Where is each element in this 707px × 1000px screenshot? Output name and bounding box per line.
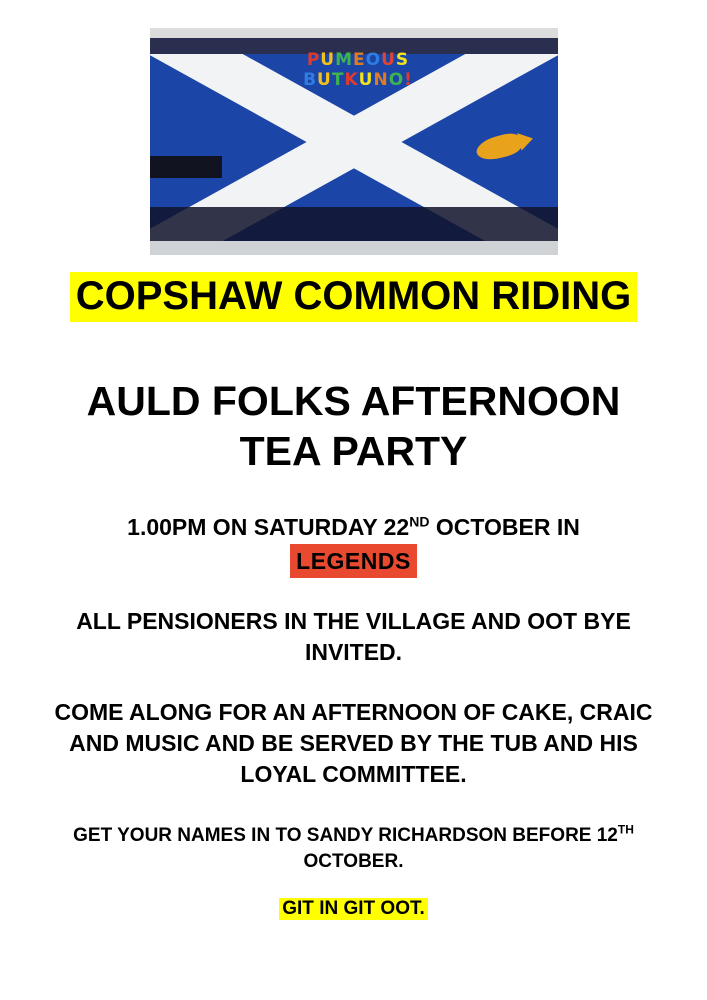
flag-photo [150, 28, 558, 255]
event-datetime-line [40, 510, 667, 544]
rsvp-prefix: GET YOUR NAMES IN TO SANDY RICHARDSON BEFORE 12 [73, 825, 618, 846]
photo-bottom-band [150, 207, 558, 241]
event-time-date: 1.00PM ON SATURDAY 22 [127, 514, 410, 540]
page-title [40, 376, 667, 476]
photo-bottom-edge [150, 241, 558, 255]
saltire-flag-background [150, 28, 558, 255]
banner-letter: P [306, 50, 321, 70]
banner-letter: M [335, 50, 354, 70]
banner-letter: U [358, 70, 374, 90]
banner-letter: U [317, 70, 332, 90]
banner-letter: O [365, 50, 382, 70]
page-title-line-2: TEA PARTY [239, 428, 468, 474]
rsvp-suffix: OCTOBER. [303, 851, 404, 872]
poster-footer [0, 898, 707, 920]
poster-title-text: COPSHAW COMMON RIDING [70, 272, 638, 322]
fish-icon [474, 131, 524, 163]
banner-letter: ! [404, 70, 413, 90]
description-text: COME ALONG FOR AN AFTERNOON OF CAKE, CRAIC AND MUSIC AND BE SERVED BY THE TUB AND HIS LOYAL COMMITTEE. [54, 699, 653, 787]
banner-letter: B [303, 70, 318, 90]
banner-letter: K [344, 70, 359, 90]
banner-letter: U [381, 50, 396, 70]
rsvp-ordinal: TH [617, 822, 634, 837]
invitation-text: ALL PENSIONERS IN THE VILLAGE AND OOT BYE INVITED. [76, 608, 631, 665]
date-ordinal: ND [409, 513, 430, 530]
banner-letter: O [388, 70, 405, 90]
banner-letter: S [395, 50, 410, 70]
banner-letter: N [373, 70, 389, 90]
banner-letter: T [331, 70, 345, 90]
event-venue-line [40, 544, 667, 578]
banner-letter: E [353, 50, 366, 70]
event-venue: LEGENDS [290, 544, 417, 578]
banner-letter-text [268, 50, 448, 90]
photo-top-edge [150, 28, 558, 38]
rsvp-text [44, 823, 663, 875]
page-title-line-1: AULD FOLKS AFTERNOON [86, 378, 621, 424]
event-datetime [40, 510, 667, 578]
banner-letter: U [320, 50, 336, 70]
poster-title [0, 272, 707, 322]
photo-left-block [150, 156, 222, 178]
poster-footer-text: GIT IN GIT OOT. [279, 898, 428, 920]
event-month: OCTOBER IN [429, 514, 580, 540]
